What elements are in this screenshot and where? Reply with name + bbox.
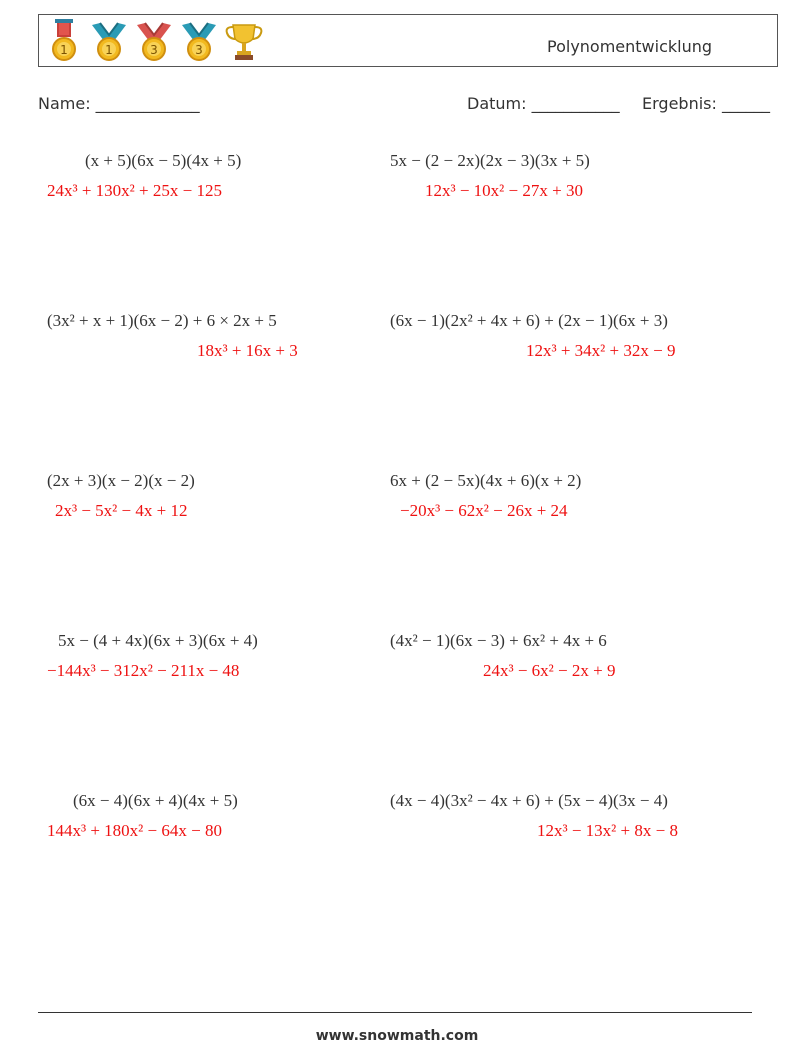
problem-expression: (4x² − 1)(6x − 3) + 6x² + 4x + 6 xyxy=(390,631,607,650)
header-box xyxy=(38,14,778,67)
medal-number: 1 xyxy=(60,43,68,57)
problem-answer: 12x³ − 10x² − 27x + 30 xyxy=(425,181,583,200)
problem-expression: 5x − (2 − 2x)(2x − 3)(3x + 5) xyxy=(390,151,590,170)
problem-expression: (6x − 4)(6x + 4)(4x + 5) xyxy=(73,791,238,810)
problem-expression: (x + 5)(6x − 5)(4x + 5) xyxy=(85,151,242,170)
problem-expression: (4x − 4)(3x² − 4x + 6) + (5x − 4)(3x − 4) xyxy=(390,791,668,810)
trophy-icon xyxy=(223,19,265,63)
problem-answer: 18x³ + 16x + 3 xyxy=(197,341,298,360)
problem-answer: −20x³ − 62x² − 26x + 24 xyxy=(400,501,568,520)
footer-divider xyxy=(38,1012,752,1013)
problem-expression: (2x + 3)(x − 2)(x − 2) xyxy=(47,471,195,490)
problem-expression: 6x + (2 − 5x)(4x + 6)(x + 2) xyxy=(390,471,582,490)
medal-1-red-ribbon-icon xyxy=(43,19,85,63)
medal-1-blue-ribbon-icon xyxy=(88,19,130,63)
problem-answer: 144x³ + 180x² − 64x − 80 xyxy=(47,821,222,840)
page-title: Polynomentwicklung xyxy=(547,37,713,56)
medal-number: 3 xyxy=(195,43,203,57)
problem-expression: (3x² + x + 1)(6x − 2) + 6 × 2x + 5 xyxy=(47,311,277,330)
problem-expression: (6x − 1)(2x² + 4x + 6) + (2x − 1)(6x + 3) xyxy=(390,311,668,330)
problem-answer: 24x³ − 6x² − 2x + 9 xyxy=(483,661,616,680)
date-field-label: Datum: ___________ xyxy=(467,94,620,113)
problem-answer: 12x³ + 34x² + 32x − 9 xyxy=(526,341,676,360)
problem-answer: −144x³ − 312x² − 211x − 48 xyxy=(47,661,240,680)
problem-answer: 12x³ − 13x² + 8x − 8 xyxy=(537,821,678,840)
problem-expression: 5x − (4 + 4x)(6x + 3)(6x + 4) xyxy=(58,631,258,650)
medal-3-red-ribbon-icon xyxy=(133,19,175,63)
medal-3-blue-ribbon-icon xyxy=(178,19,220,63)
result-field-label: Ergebnis: ______ xyxy=(642,94,770,113)
problem-answer: 2x³ − 5x² − 4x + 12 xyxy=(55,501,188,520)
footer-url[interactable]: www.snowmath.com xyxy=(315,1028,479,1044)
medal-number: 1 xyxy=(105,43,113,57)
name-field-label: Name: _____________ xyxy=(38,94,200,113)
problem-answer: 24x³ + 130x² + 25x − 125 xyxy=(47,181,222,200)
medal-number: 3 xyxy=(150,43,158,57)
